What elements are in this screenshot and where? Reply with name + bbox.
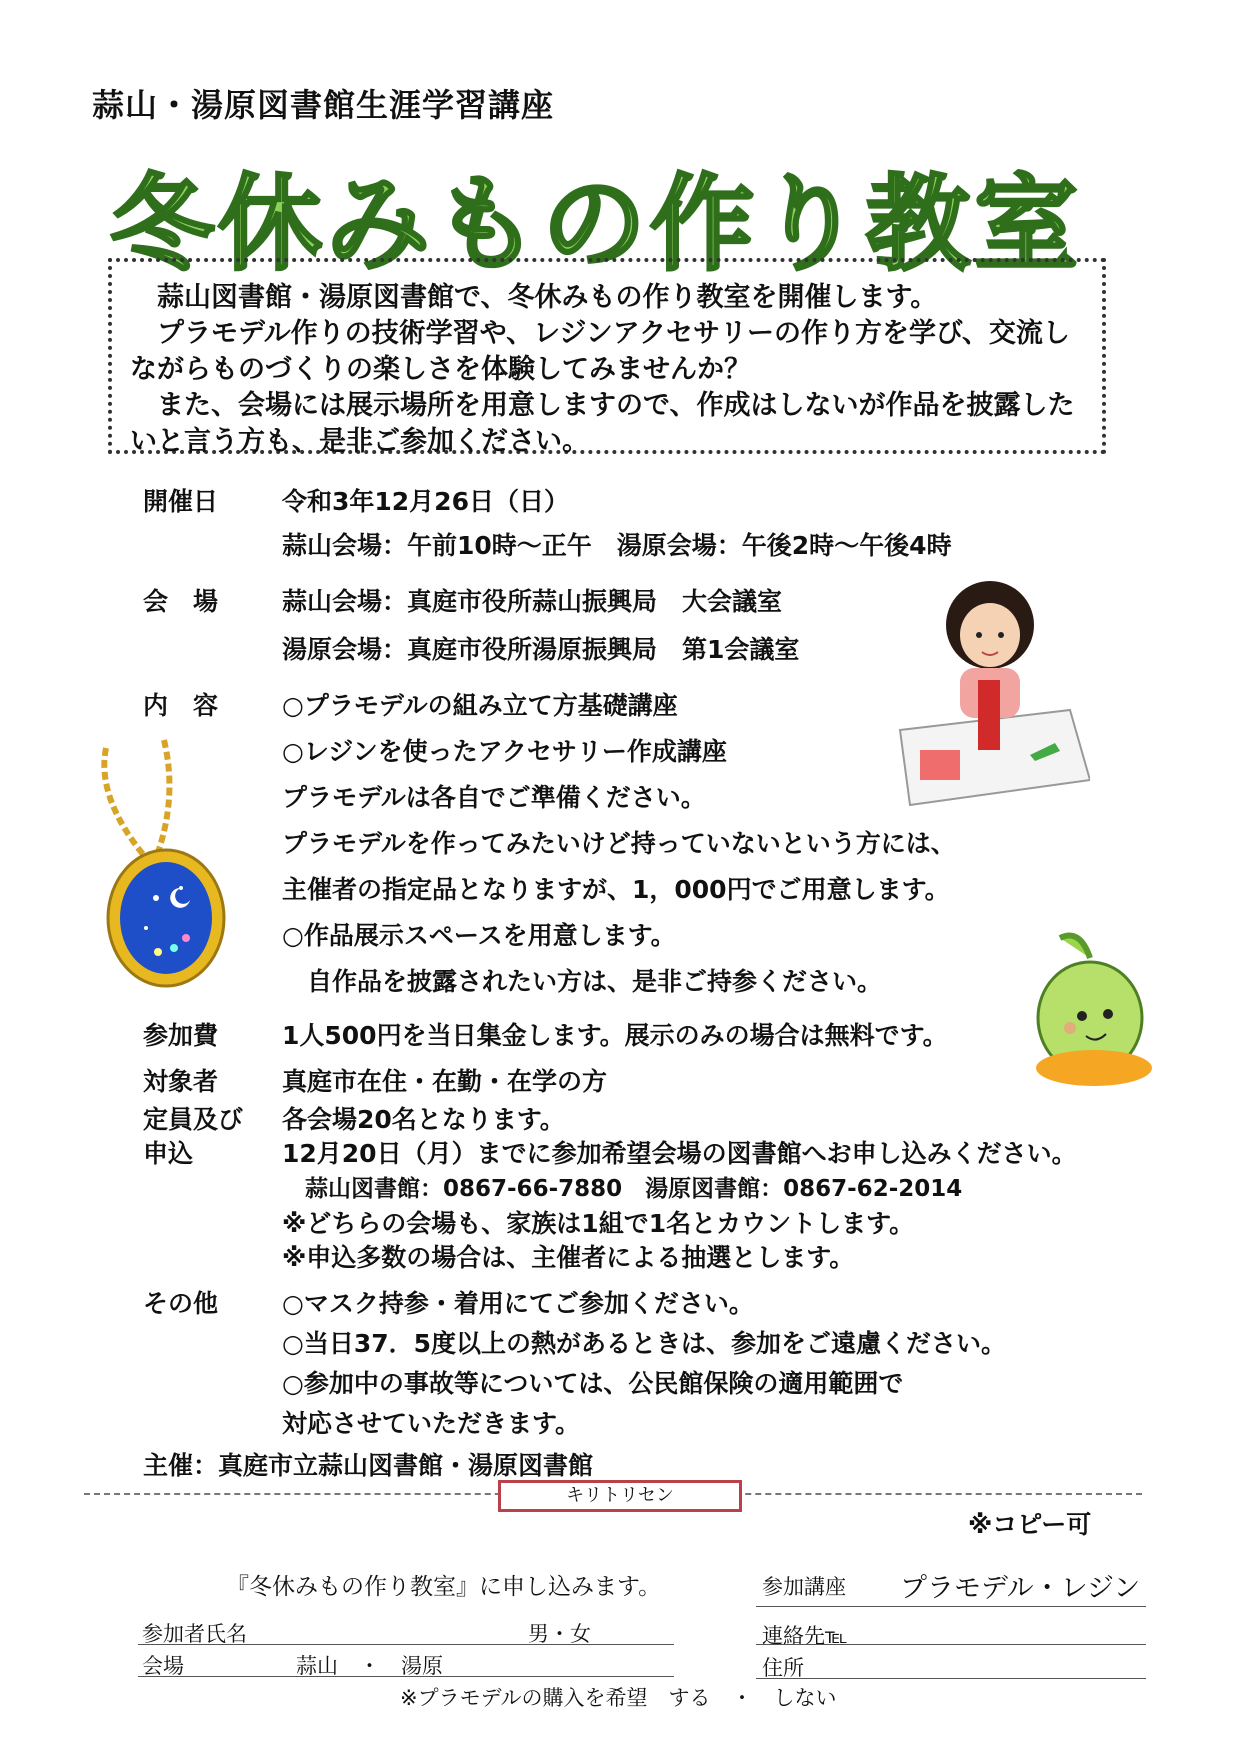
address-field[interactable] — [756, 1678, 1146, 1679]
girl-plamodel-illustration — [890, 580, 1090, 810]
contact-field[interactable] — [756, 1644, 1146, 1645]
capacity-line: 各会場20名となります。 — [282, 1105, 565, 1134]
address-label: 住所 — [762, 1656, 804, 1680]
organizer: 主催：真庭市立蒜山図書館・湯原図書館 — [143, 1451, 594, 1480]
pendant-illustration — [86, 738, 246, 988]
phone-line: 蒜山図書館：0867-66-7880 湯原図書館：0867-62-2014 — [282, 1176, 963, 1202]
cut-label: キリトリセン — [498, 1480, 742, 1512]
venue-choice[interactable]: 蒜山 ・ 湯原 — [296, 1654, 443, 1678]
form-underline — [756, 1606, 1146, 1607]
name-field[interactable] — [138, 1644, 674, 1645]
venue-label: 会場 — [142, 1654, 184, 1678]
venue-label: 会 場 — [143, 587, 219, 616]
other-line: 対応させていただきます。 — [282, 1409, 581, 1438]
course-value[interactable]: プラモデル・レジン — [900, 1573, 1141, 1604]
venue-1: 蒜山会場：真庭市役所蒜山振興局 大会議室 — [282, 587, 783, 616]
intro-box — [108, 258, 1106, 457]
content-line: ○作品展示スペースを用意します。 — [282, 921, 676, 950]
other-label: その他 — [143, 1289, 219, 1318]
capacity-label: 定員及び — [143, 1105, 244, 1134]
content-line: プラモデルは各自でご準備ください。 — [282, 783, 706, 812]
capacity-label-2: 申込 — [143, 1139, 194, 1168]
content-line: ○プラモデルの組み立て方基礎講座 — [282, 691, 678, 720]
purchase-choice[interactable]: ※プラモデルの購入を希望 する ・ しない — [400, 1686, 837, 1710]
copy-note: ※コピー可 — [968, 1510, 1092, 1539]
other-line: ○当日37．5度以上の熱があるときは、参加をご遠慮ください。 — [282, 1329, 1007, 1358]
series-subtitle: 蒜山・湯原図書館生涯学習講座 — [92, 86, 555, 124]
course-label: 参加講座 — [762, 1575, 846, 1599]
intro-line-3: また、会場には展示場所を用意しますので、作成はしないが作品を披露したいと言う方も、是非ご参加ください。 — [130, 390, 1075, 457]
name-label: 参加者氏名 — [142, 1622, 247, 1646]
intro-line-1: 蒜山図書館・湯原図書館で、冬休みもの作り教室を開催します。 — [130, 282, 938, 313]
date-value: 令和3年12月26日（日） — [282, 487, 569, 516]
target-value: 真庭市在住・在勤・在学の方 — [282, 1067, 608, 1096]
page-title: 冬休みもの作り教室 — [110, 163, 1083, 285]
intro-line-2: プラモデル作りの技術学習や、レジンアクセサリーの作り方を学び、交流しながらものづくりの楽しさを体験してみませんか？ — [130, 318, 1070, 385]
venue-2: 湯原会場：真庭市役所湯原振興局 第1会議室 — [282, 635, 800, 664]
date-label: 開催日 — [143, 487, 219, 516]
fee-value: 1人500円を当日集金します。展示のみの場合は無料です。 — [282, 1021, 948, 1050]
content-line: プラモデルを作ってみたいけど持っていないという方には、 — [282, 829, 956, 858]
contact-label: 連絡先℡ — [762, 1624, 848, 1648]
capacity-note: ※どちらの会場も、家族は1組で1名とカウントします。 — [282, 1209, 915, 1238]
time-value: 蒜山会場：午前10時～正午 湯原会場：午後2時～午後4時 — [282, 531, 952, 560]
content-line: 主催者の指定品となりますが、1，000円でご用意します。 — [282, 875, 950, 904]
mascot-illustration — [1010, 928, 1160, 1088]
other-line: ○マスク持参・着用にてご参加ください。 — [282, 1289, 754, 1318]
apply-statement: 『冬休みもの作り教室』に申し込みます。 — [226, 1574, 662, 1600]
capacity-line: 12月20日（月）までに参加希望会場の図書館へお申し込みください。 — [282, 1139, 1077, 1168]
fee-label: 参加費 — [143, 1021, 219, 1050]
other-line: ○参加中の事故等については、公民館保険の適用範囲で — [282, 1369, 904, 1398]
venue-field[interactable] — [138, 1676, 674, 1677]
content-line: ○レジンを使ったアクセサリー作成講座 — [282, 737, 727, 766]
capacity-note: ※申込多数の場合は、主催者による抽選とします。 — [282, 1243, 855, 1272]
gender-choice[interactable]: 男・女 — [528, 1622, 591, 1646]
content-line: 自作品を披露されたい方は、是非ご持参ください。 — [282, 967, 883, 996]
content-label: 内 容 — [143, 691, 219, 720]
target-label: 対象者 — [143, 1067, 219, 1096]
